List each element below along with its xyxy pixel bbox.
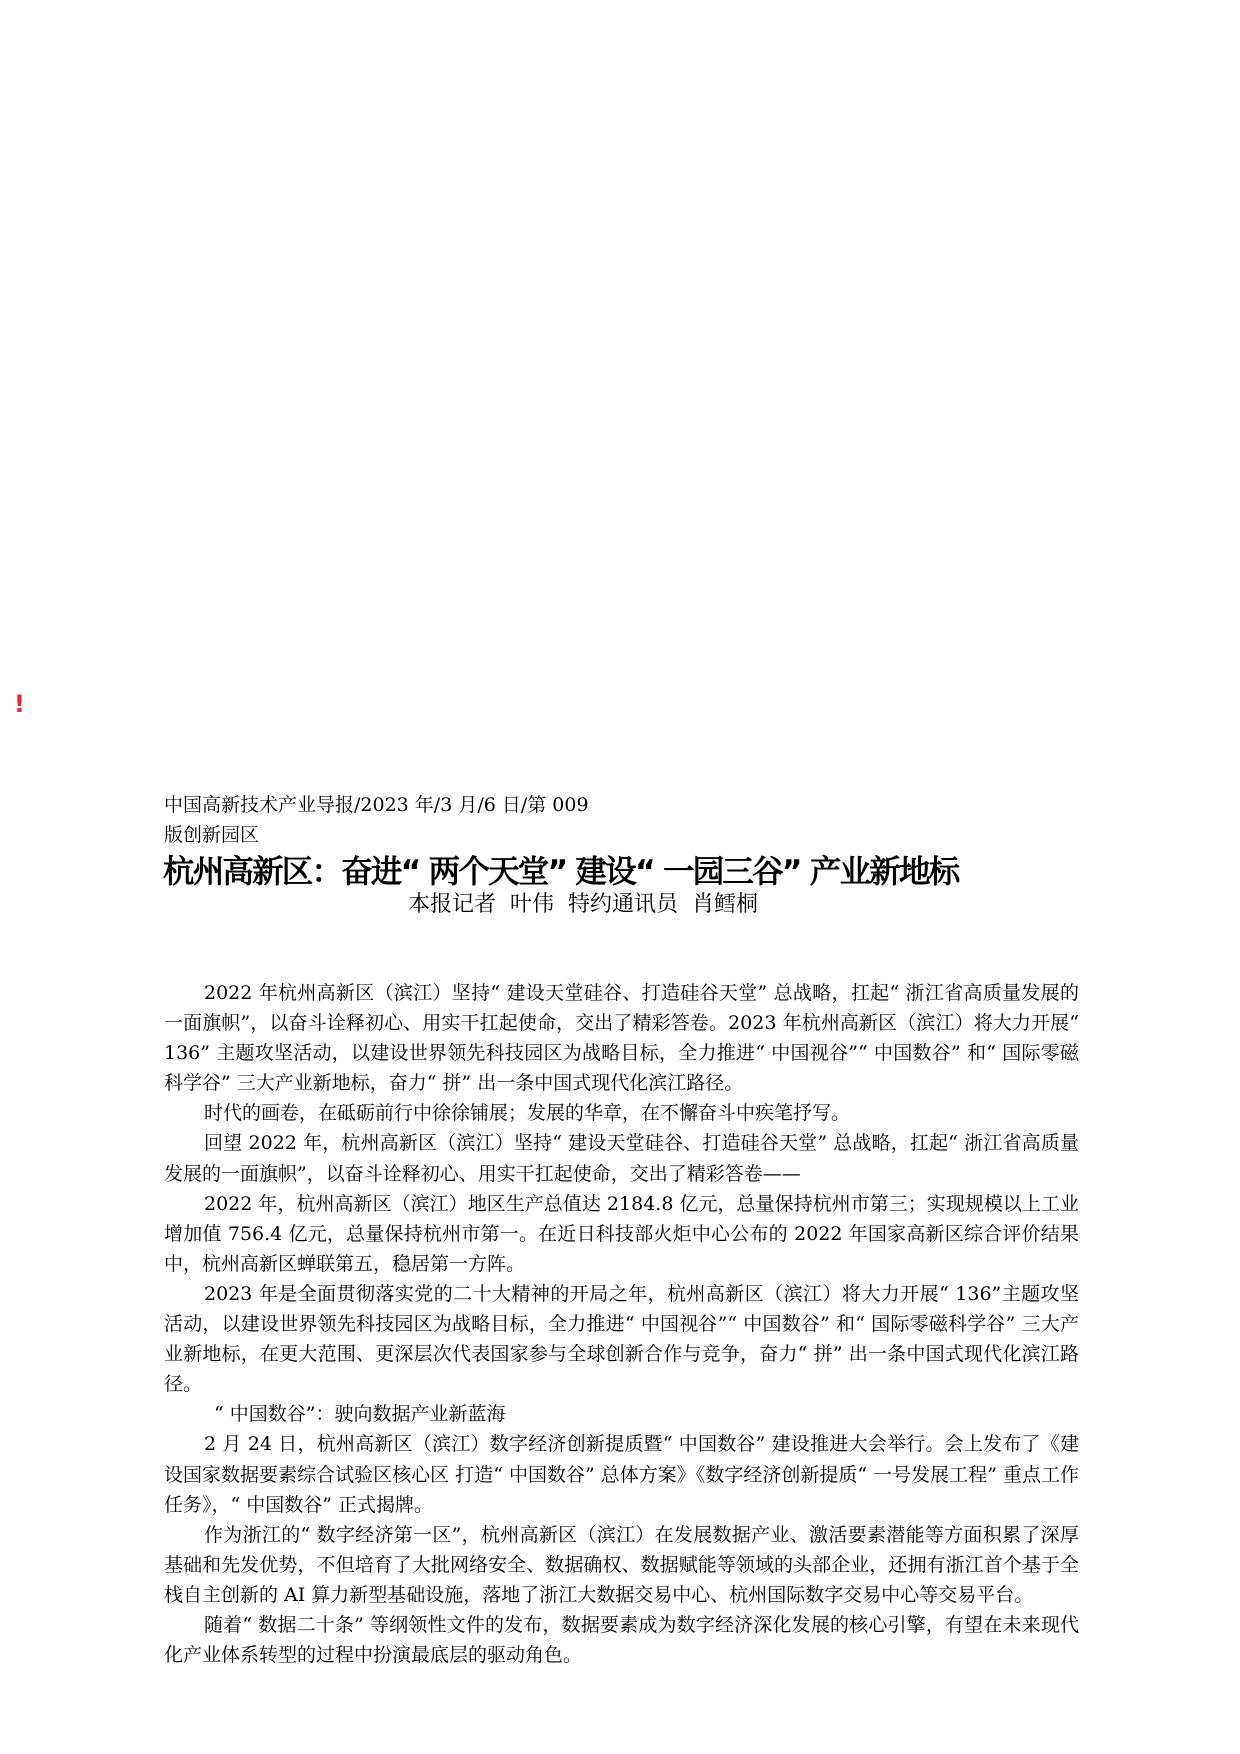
- source-line-2: 版创新园区: [164, 824, 260, 846]
- source-line-1: 中国高新技术产业导报/2023 年/3 月/6 日/第 009: [164, 794, 589, 816]
- paragraph-5: 2023 年是全面贯彻落实党的二十大精神的开局之年，杭州高新区（滨江）将大力开展“ 136”主题攻坚活动，以建设世界领先科技园区为战略目标，全力推进“ 中国视谷”“ 中国数谷” 和“ 国际零磁科学谷” 三大产业新地标，在更大范围、更深层次代表国家参与全球创新合作与竞争，奋力“ 拼” 出一条中国式现代化滨江路径。: [164, 1282, 1079, 1396]
- paragraph-9: 随着“ 数据二十条” 等纲领性文件的发布，数据要素成为数字经济深化发展的核心引擎，有望在未来现代化产业体系转型的过程中扮演最底层的驱动角色。: [164, 1613, 1079, 1667]
- paragraph-7: 2 月 24 日，杭州高新区（滨江）数字经济创新提质暨“ 中国数谷” 建设推进大会举行。会上发布了《建设国家数据要素综合试验区核心区 打造“ 中国数谷” 总体方案》《数字经济创新提质“ 一号发展工程” 重点工作任务》，“ 中国数谷” 正式揭牌。: [164, 1433, 1079, 1516]
- corner-exclamation-mark: !: [14, 690, 25, 718]
- paragraph-8: 作为浙江的“ 数字经济第一区”，杭州高新区（滨江）在发展数据产业、激活要素潜能等方面积累了深厚基础和先发优势，不但培育了大批网络安全、数据确权、数据赋能等领域的头部企业，还拥有浙江首个基于全栈自主创新的 AI 算力新型基础设施，落地了浙江大数据交易中心、杭州国际数字交易中心等交易平台。: [164, 1523, 1079, 1606]
- section-subheading: “ 中国数谷”：驶向数据产业新蓝海: [214, 1403, 506, 1426]
- article-body: [164, 978, 1079, 1670]
- paragraph-2: 时代的画卷，在砥砺前行中徐徐铺展；发展的华章，在不懈奋斗中疾笔抒写。: [204, 1102, 851, 1125]
- article-byline: 本报记者 叶伟 特约通讯员 肖鳕桐: [408, 892, 758, 917]
- article-headline: 杭州高新区：奋进“ 两个天堂” 建设“ 一园三谷” 产业新地标: [163, 854, 959, 890]
- source-line: [164, 790, 824, 850]
- paragraph-3: 回望 2022 年，杭州高新区（滨江）坚持“ 建设天堂硅谷、打造硅谷天堂” 总战略，扛起“ 浙江省高质量发展的一面旗帜”，以奋斗诠释初心、用实干扛起使命，交出了精彩答卷——: [164, 1132, 1079, 1185]
- paragraph-intro: 2022 年杭州高新区（滨江）坚持“ 建设天堂硅谷、打造硅谷天堂” 总战略，扛起“ 浙江省高质量发展的一面旗帜”，以奋斗诠释初心、用实干扛起使命，交出了精彩答卷。2023 年杭州高新区（滨江）将大力开展“ 136” 主题攻坚活动，以建设世界领先科技园区为战略目标，全力推进“ 中国视谷”“ 中国数谷” 和“ 国际零磁科学谷” 三大产业新地标，奋力“ 拼” 出一条中国式现代化滨江路径。: [164, 982, 1079, 1095]
- paragraph-4: 2022 年，杭州高新区（滨江）地区生产总值达 2184.8 亿元，总量保持杭州市第三；实现规模以上工业增加值 756.4 亿元，总量保持杭州市第一。在近日科技部火炬中心公布的 2022 年国家高新区综合评价结果中，杭州高新区蝉联第五，稳居第一方阵。: [164, 1192, 1079, 1275]
